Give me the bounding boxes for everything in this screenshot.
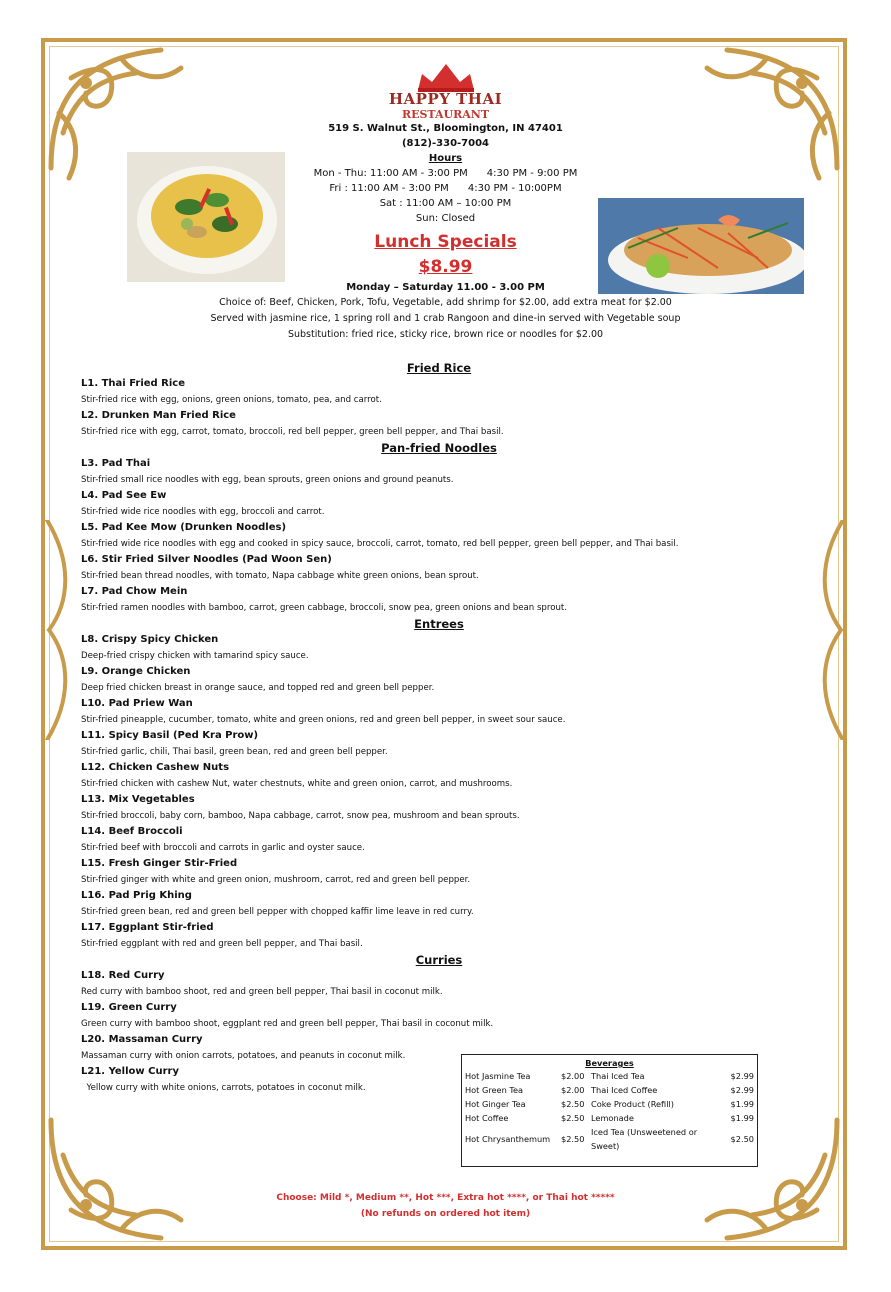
menu-sections: [81, 360, 801, 1096]
lunch-specials-title: Lunch Specials: [374, 232, 517, 252]
restaurant-name: HAPPY THAI: [388, 90, 503, 108]
beverage-price: $2.00: [561, 1085, 585, 1095]
menu-item-description: Stir-fried green bean, red and green bell pepper with chopped kaffir lime leave in red curry.: [81, 907, 474, 917]
menu-item-name: L21. Yellow Curry: [81, 1066, 179, 1077]
beverages-table: [462, 1069, 757, 1153]
corner-ornament-icon: [41, 1100, 191, 1250]
lunch-price: $8.99: [418, 257, 473, 277]
beverage-price: $1.99: [730, 1113, 754, 1123]
menu-item-description: Stir-fried rice with egg, carrot, tomato, broccoli, red bell pepper, green bell pepper, and Thai basil.: [81, 427, 504, 437]
beverage-price: $2.00: [561, 1071, 585, 1081]
section-title: Fried Rice: [406, 361, 472, 375]
beverage-name: Lemonade: [591, 1113, 634, 1123]
menu-item-description: Massaman curry with onion carrots, potatoes, and peanuts in coconut milk.: [81, 1051, 406, 1061]
menu-item-name: L13. Mix Vegetables: [81, 794, 195, 805]
beverage-name: Hot Ginger Tea: [465, 1099, 526, 1109]
refund-note: (No refunds on ordered hot item): [360, 1209, 531, 1219]
beverage-name: Iced Tea (Unsweetened or Sweet): [591, 1127, 698, 1151]
beverage-name: Hot Green Tea: [465, 1085, 524, 1095]
menu-item-description: Stir-fried bean thread noodles, with tomato, Napa cabbage white green onions, bean sprout.: [81, 571, 479, 581]
beverage-price: $2.50: [561, 1099, 585, 1109]
section-title: Pan-fried Noodles: [381, 441, 497, 455]
menu-item-description: Yellow curry with white onions, carrots, potatoes in coconut milk.: [81, 1083, 366, 1093]
beverage-price: $2.50: [561, 1113, 585, 1123]
menu-item-description: Stir-fried broccoli, baby corn, bamboo, Napa cabbage, carrot, snow pea, mushroom and bean sprouts.: [81, 811, 520, 821]
menu-item-name: L5. Pad Kee Mow (Drunken Noodles): [81, 522, 287, 533]
beverage-row: [462, 1097, 757, 1111]
beverage-row: [462, 1083, 757, 1097]
restaurant-subtitle: RESTAURANT: [401, 108, 490, 121]
hours-title: Hours: [428, 153, 463, 164]
beverages-box: [461, 1054, 758, 1167]
address: 519 S. Walnut St., Bloomington, IN 47401: [328, 123, 563, 134]
menu-item-name: L17. Eggplant Stir-fried: [81, 922, 214, 933]
menu-item-name: L20. Massaman Curry: [81, 1034, 203, 1045]
menu-item-description: Red curry with bamboo shoot, red and green bell pepper, Thai basil in coconut milk.: [81, 987, 443, 997]
menu-item-name: L1. Thai Fried Rice: [81, 378, 186, 389]
menu-item-name: L18. Red Curry: [81, 970, 165, 981]
spice-level-note: [0, 1190, 891, 1222]
beverage-name: Hot Chrysanthemum: [465, 1134, 551, 1144]
beverage-name: Coke Product (Refill): [591, 1099, 674, 1109]
menu-item-name: L15. Fresh Ginger Stir-Fried: [81, 858, 238, 869]
menu-item-description: Stir-fried small rice noodles with egg, bean sprouts, green onions and ground peanuts.: [81, 475, 454, 485]
beverage-price: $2.50: [561, 1134, 585, 1144]
side-ornament-icon: [813, 520, 849, 740]
menu-item-name: L6. Stir Fried Silver Noodles (Pad Woon Sen): [81, 554, 332, 565]
menu-item-name: L19. Green Curry: [81, 1002, 177, 1013]
phone: (812)-330-7004: [401, 138, 490, 149]
menu-item-description: Green curry with bamboo shoot, eggplant red and green bell pepper, Thai basil in coconut milk.: [81, 1019, 494, 1029]
menu-item-name: L9. Orange Chicken: [81, 666, 191, 677]
hours-line: Sat : 11:00 AM – 10:00 PM: [379, 198, 512, 209]
menu-item-name: L11. Spicy Basil (Ped Kra Prow): [81, 730, 259, 741]
menu-item-name: L7. Pad Chow Mein: [81, 586, 188, 597]
lunch-note: Choice of: Beef, Chicken, Pork, Tofu, Vegetable, add shrimp for $2.00, add extra meat for $2.00: [219, 297, 672, 308]
menu-item-description: Deep fried chicken breast in orange sauce, and topped red and green bell pepper.: [81, 683, 435, 693]
spice-levels: Choose: Mild *, Medium **, Hot ***, Extra hot ****, or Thai hot *****: [276, 1193, 615, 1203]
hours-line: Fri : 11:00 AM - 3:00 PM 4:30 PM - 10:00PM: [329, 183, 562, 194]
menu-header: [0, 62, 891, 343]
beverage-row: [462, 1125, 757, 1153]
hours-line: Mon - Thu: 11:00 AM - 3:00 PM 4:30 PM - 9:00 PM: [313, 168, 578, 179]
menu-item-description: Stir-fried rice with egg, onions, green onions, tomato, pea, and carrot.: [81, 395, 382, 405]
menu-item-description: Stir-fried chicken with cashew Nut, water chestnuts, white and green onion, carrot, and mushrooms.: [81, 779, 513, 789]
beverage-price: $2.99: [730, 1071, 754, 1081]
beverages-title: Beverages: [585, 1058, 634, 1068]
menu-item-description: Stir-fried eggplant with red and green bell pepper, and Thai basil.: [81, 939, 363, 949]
beverage-price: $2.50: [730, 1134, 754, 1144]
menu-item-description: Stir-fried beef with broccoli and carrots in garlic and oyster sauce.: [81, 843, 365, 853]
menu-item-description: Stir-fried wide rice noodles with egg, broccoli and carrot.: [81, 507, 325, 517]
menu-item-name: L4. Pad See Ew: [81, 490, 167, 501]
crown-logo-icon: [414, 62, 478, 92]
menu-item-description: Stir-fried ginger with white and green onion, mushroom, carrot, red and green bell pepper.: [81, 875, 471, 885]
section-title: Entrees: [414, 617, 464, 631]
beverage-name: Thai Iced Tea: [591, 1071, 645, 1081]
beverage-name: Hot Coffee: [465, 1113, 509, 1123]
menu-item-name: L3. Pad Thai: [81, 458, 151, 469]
beverage-row: [462, 1111, 757, 1125]
menu-item-name: L8. Crispy Spicy Chicken: [81, 634, 219, 645]
menu-item-name: L12. Chicken Cashew Nuts: [81, 762, 230, 773]
menu-item-name: L2. Drunken Man Fried Rice: [81, 410, 236, 421]
section-title: Curries: [415, 953, 463, 967]
hours-line: Sun: Closed: [415, 213, 476, 224]
menu-item-name: L16. Pad Prig Khing: [81, 890, 192, 901]
side-ornament-icon: [41, 520, 77, 740]
menu-item-description: Deep-fried crispy chicken with tamarind spicy sauce.: [81, 651, 309, 661]
beverage-row: [462, 1069, 757, 1083]
menu-item-description: Stir-fried wide rice noodles with egg and cooked in spicy sauce, broccoli, carrot, tomato, red bell pepper, green bell pepper, and Thai basil.: [81, 539, 679, 549]
lunch-note: Served with jasmine rice, 1 spring roll and 1 crab Rangoon and dine-in served with Vegetable soup: [210, 313, 681, 324]
beverage-price: $1.99: [730, 1099, 754, 1109]
lunch-days: Monday – Saturday 11.00 - 3.00 PM: [346, 282, 545, 293]
menu-item-description: Stir-fried garlic, chili, Thai basil, green bean, red and green bell pepper.: [81, 747, 388, 757]
menu-item-name: L10. Pad Priew Wan: [81, 698, 193, 709]
beverage-name: Thai Iced Coffee: [591, 1085, 658, 1095]
beverage-price: $2.99: [730, 1085, 754, 1095]
menu-item-name: L14. Beef Broccoli: [81, 826, 183, 837]
beverage-name: Hot Jasmine Tea: [465, 1071, 531, 1081]
menu-item-description: Stir-fried ramen noodles with bamboo, carrot, green cabbage, broccoli, snow pea, green onions and bean sprout.: [81, 603, 568, 613]
lunch-note: Substitution: fried rice, sticky rice, brown rice or noodles for $2.00: [287, 329, 604, 340]
menu-item-description: Stir-fried pineapple, cucumber, tomato, white and green onions, red and green bell pepper, in sweet sour sauce.: [81, 715, 566, 725]
